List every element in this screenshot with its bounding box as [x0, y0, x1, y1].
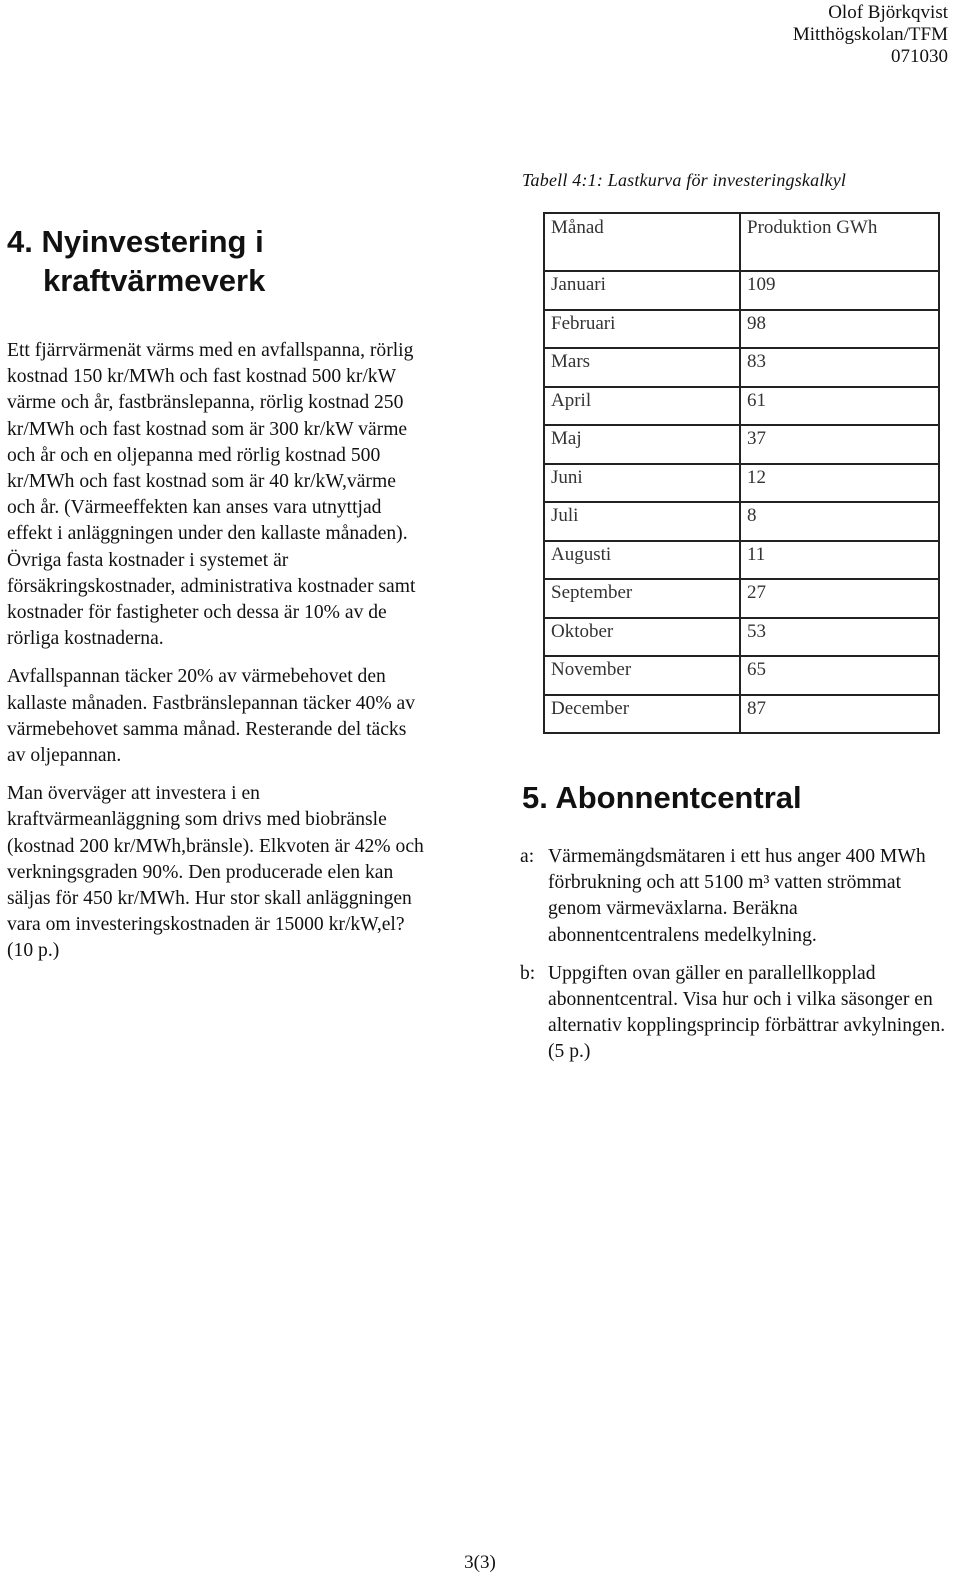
section-4-paragraph: Avfallspannan täcker 20% av värmebehovet den kallaste månaden. Fastbränslepannan täcker 40% av värmebehovet samma månad. Resterande del täcks av oljepannan. — [7, 666, 416, 767]
month-cell: Februari — [544, 310, 740, 349]
production-cell: 109 — [740, 271, 939, 310]
month-cell: Mars — [544, 348, 740, 387]
production-cell: 61 — [740, 387, 939, 426]
table-row — [544, 271, 939, 310]
list-item — [520, 844, 950, 949]
table-row — [544, 579, 939, 618]
institution: Mitthögskolan/TFM — [792, 24, 948, 45]
section-5-items — [520, 844, 950, 1078]
month-cell: September — [544, 579, 740, 618]
load-curve-table — [543, 212, 940, 734]
section-4-title: 4. Nyinvestering i kraftvärmeverk — [7, 224, 266, 298]
production-cell: 27 — [740, 579, 939, 618]
production-cell: 11 — [740, 541, 939, 580]
table-row — [544, 387, 939, 426]
production-cell: 37 — [740, 425, 939, 464]
item-label: b: — [520, 962, 536, 984]
production-cell: 53 — [740, 618, 939, 657]
table-row — [544, 618, 939, 657]
item-text: Uppgiften ovan gäller en parallellkopplad abonnentcentral. Visa hur och i vilka säsonger en alternativ kopplingsprincip förbättrar avkylningen. (5 p.) — [548, 962, 946, 1063]
section-5-title: 5. Abonnentcentral — [522, 780, 802, 815]
production-cell: 65 — [740, 656, 939, 695]
production-cell: 8 — [740, 502, 939, 541]
item-text: Värmemängdsmätaren i ett hus anger 400 MWh förbrukning och att 5100 m³ vatten strömmat genom värmeväxlarna. Beräkna abonnentcentralens medelkylning. — [548, 846, 926, 946]
column-header-month: Månad — [544, 213, 740, 271]
item-label: a: — [520, 846, 535, 867]
section-4-paragraph: Ett fjärrvärmenät värms med en avfallspanna, rörlig kostnad 150 kr/MWh och fast kostnad 500 kr/kW värme och år, fastbränslepanna, rörlig kostnad 250 kr/MWh och fast kostnad som är 300 kr/kW värme och år och en oljepanna med rörlig kostnad 500 kr/MWh och fast kostnad som är 40 kr/kW,värme och år. (Värmeeffekten kan anses vara utnyttjad effekt i anläggningen under den kallaste månaden). Övriga fasta kostnader i systemet är försäkringskostnader, administrativa kostnader samt kostnader för fastigheter och dessa är 10% av de rörliga kostnaderna. — [7, 340, 416, 650]
month-cell: December — [544, 695, 740, 734]
author-name: Olof Björkqvist — [828, 2, 948, 23]
table-row — [544, 348, 939, 387]
document-date: 071030 — [891, 46, 948, 67]
table-row — [544, 425, 939, 464]
production-cell: 87 — [740, 695, 939, 734]
table-row — [544, 310, 939, 349]
page-number: 3(3) — [464, 1552, 496, 1573]
table-header-row — [544, 213, 939, 271]
month-cell: Januari — [544, 271, 740, 310]
column-header-production: Produktion GWh — [740, 213, 939, 271]
table-row — [544, 541, 939, 580]
production-cell: 98 — [740, 310, 939, 349]
section-4 — [7, 222, 427, 977]
table-caption: Tabell 4:1: Lastkurva för investeringskalkyl — [522, 170, 847, 190]
section-4-paragraph: Man överväger att investera i en kraftvärmeanläggning som drivs med biobränsle (kostnad 200 kr/MWh,bränsle). Elkvoten är 42% och verkningsgraden 90%. Den producerade elen kan säljas för 450 kr/MWh. Hur stor skall anläggningen vara om investeringskostnaden är 15000 kr/kW,el? (10 p.) — [7, 783, 424, 962]
month-cell: Maj — [544, 425, 740, 464]
production-cell: 12 — [740, 464, 939, 503]
month-cell: Augusti — [544, 541, 740, 580]
month-cell: Oktober — [544, 618, 740, 657]
page-header — [793, 2, 948, 68]
list-item — [520, 961, 950, 1066]
month-cell: Juli — [544, 502, 740, 541]
production-cell: 83 — [740, 348, 939, 387]
table-row — [544, 502, 939, 541]
table-row — [544, 695, 939, 734]
month-cell: Juni — [544, 464, 740, 503]
table-row — [544, 656, 939, 695]
month-cell: November — [544, 656, 740, 695]
table-row — [544, 464, 939, 503]
month-cell: April — [544, 387, 740, 426]
